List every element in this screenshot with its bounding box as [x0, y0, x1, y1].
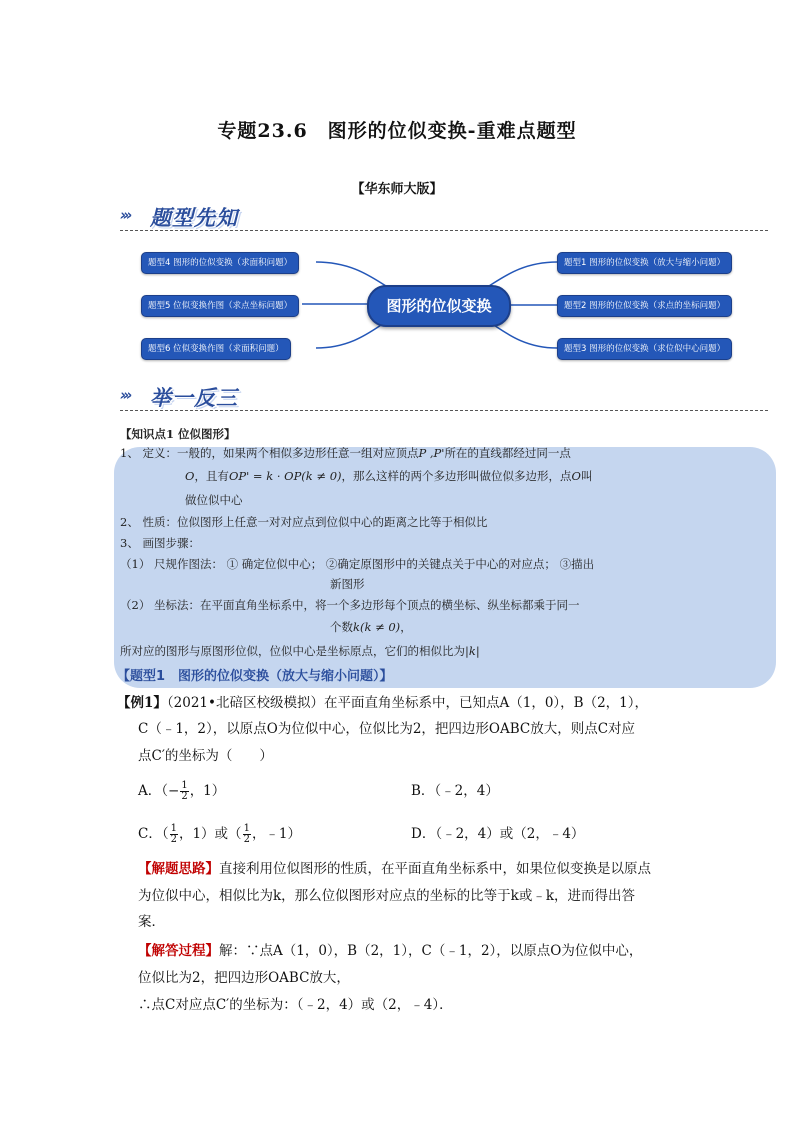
option-d: D．（﹣2，4）或（2，﹣4） [411, 826, 585, 842]
analysis-line3: 案． [138, 914, 165, 930]
option-a [138, 781, 225, 802]
math-expr: O [571, 469, 581, 483]
text: ， [400, 620, 412, 634]
denominator: 2 [243, 834, 250, 845]
text: ，1） [189, 783, 226, 799]
knowledge-steps-conclusion [120, 643, 480, 659]
denominator: 2 [170, 834, 177, 845]
knowledge-definition-line2 [185, 468, 592, 484]
mindmap-node-type1: 题型1 图形的位似变换（放大与缩小问题） [557, 252, 732, 274]
example-line3: 点C′的坐标为（ ） [138, 748, 273, 764]
analysis-label: 【解题思路】 [138, 861, 219, 877]
text: 所对应的图形与原图形位似，位似中心是坐标原点，它们的相似比为 [120, 644, 465, 658]
example-line1 [117, 693, 648, 713]
fraction [243, 824, 251, 845]
text: 叫 [580, 469, 593, 483]
section-label: 举一反三 [150, 386, 238, 410]
text: 直接利用位似图形的性质，在平面直角坐标系中，如果位似变换是以原点 [219, 861, 651, 877]
math-expr: |k| [465, 644, 480, 658]
text: 1、 定义：一般的，如果两个相似多边形任意一组对应顶点 [120, 446, 419, 460]
fraction [180, 781, 188, 802]
knowledge-steps-ruler-cont: 新图形 [330, 577, 365, 591]
example-line2: C（﹣1，2），以原点O为位似中心，位似比为2，把四边形OABC放大，则点C对应 [138, 721, 636, 737]
fraction [170, 824, 178, 845]
knowledge-steps-coord: （2） 坐标法：在平面直角坐标系中，将一个多边形每个顶点的横坐标、纵坐标都乘于同一 [120, 598, 580, 612]
text: ，那么这样的两个多边形叫做位似多边形，点 [341, 469, 572, 483]
mindmap-node-type5: 题型5 位似变换作图（求点坐标问题） [141, 295, 299, 317]
analysis-line1 [138, 859, 651, 879]
math-expr: O [185, 469, 195, 483]
solution-line2: 位似比为2，把四边形OABC放大， [138, 970, 350, 986]
numerator: 1 [170, 823, 177, 834]
solution-line1 [138, 941, 642, 961]
section-arrows-icon: ››› [120, 386, 130, 404]
numerator: 1 [243, 823, 250, 834]
knowledge-definition-line1 [120, 445, 571, 461]
knowledge-definition-line3: 做位似中心 [185, 493, 243, 507]
text: C．（ [138, 826, 169, 842]
mindmap-node-type3: 题型3 图形的位似变换（求位似中心问题） [557, 338, 732, 360]
text: ，﹣1） [251, 826, 302, 842]
type1-heading: 【题型1 图形的位似变换（放大与缩小问题）】 [117, 669, 393, 684]
text: A．（ [138, 783, 168, 799]
option-b: B．（﹣2，4） [411, 783, 499, 799]
solution-label: 【解答过程】 [138, 943, 219, 959]
mindmap-node-type2: 题型2 图形的位似变换（求点的坐标问题） [557, 295, 732, 317]
denominator: 2 [181, 791, 188, 802]
text: 所在的直线都经过同一点 [444, 446, 571, 460]
knowledge-steps-coord-cont [330, 619, 412, 635]
knowledge-property: 2、 性质：位似图形上任意一对对应点到位似中心的距离之比等于相似比 [120, 515, 488, 529]
knowledge-steps-title: 3、 画图步骤： [120, 536, 200, 550]
text: ，且有 [194, 469, 229, 483]
mindmap-center-node: 图形的位似变换 [367, 285, 511, 327]
text: − [168, 783, 180, 799]
math-expr: OP' = k · OP(k ≠ 0) [228, 469, 342, 483]
mindmap-node-type4: 题型4 图形的位似变换（求面积问题） [141, 252, 299, 274]
option-c [138, 824, 301, 845]
section-arrows-icon: ››› [120, 206, 130, 224]
math-expr: k(k ≠ 0) [353, 620, 401, 634]
solution-line3: ∴点C对应点C′的坐标为：（﹣2，4）或（2，﹣4）． [138, 997, 453, 1013]
example-label: 【例1】 [117, 695, 167, 711]
page-title: 专题23.6 图形的位似变换-重难点题型 [217, 120, 577, 142]
text: （2021•北碚区校级模拟）在平面直角坐标系中，已知点A（1，0），B（2，1）， [166, 695, 649, 711]
section-divider [120, 410, 768, 411]
text: 解：∵点A（1，0），B（2，1），C（﹣1，2），以原点O为位似中心， [219, 943, 643, 959]
section-label: 题型先知 [150, 206, 238, 230]
numerator: 1 [181, 780, 188, 791]
edition-label: 【华东师大版】 [351, 182, 443, 197]
text: ，1）或（ [178, 826, 242, 842]
knowledge-title: 【知识点1 位似图形】 [120, 427, 236, 441]
mindmap-node-type6: 题型6 位似变换作图（求面积问题） [141, 338, 291, 360]
analysis-line2: 为位似中心，相似比为k，那么位似图形对应点的坐标的比等于k或﹣k，进而得出答 [138, 888, 636, 904]
math-expr: P ,P' [418, 446, 445, 460]
knowledge-steps-ruler: （1） 尺规作图法： ① 确定位似中心； ②确定原图形中的关键点关于中心的对应点； ③描出 [120, 557, 595, 571]
text: 个数 [330, 620, 353, 634]
